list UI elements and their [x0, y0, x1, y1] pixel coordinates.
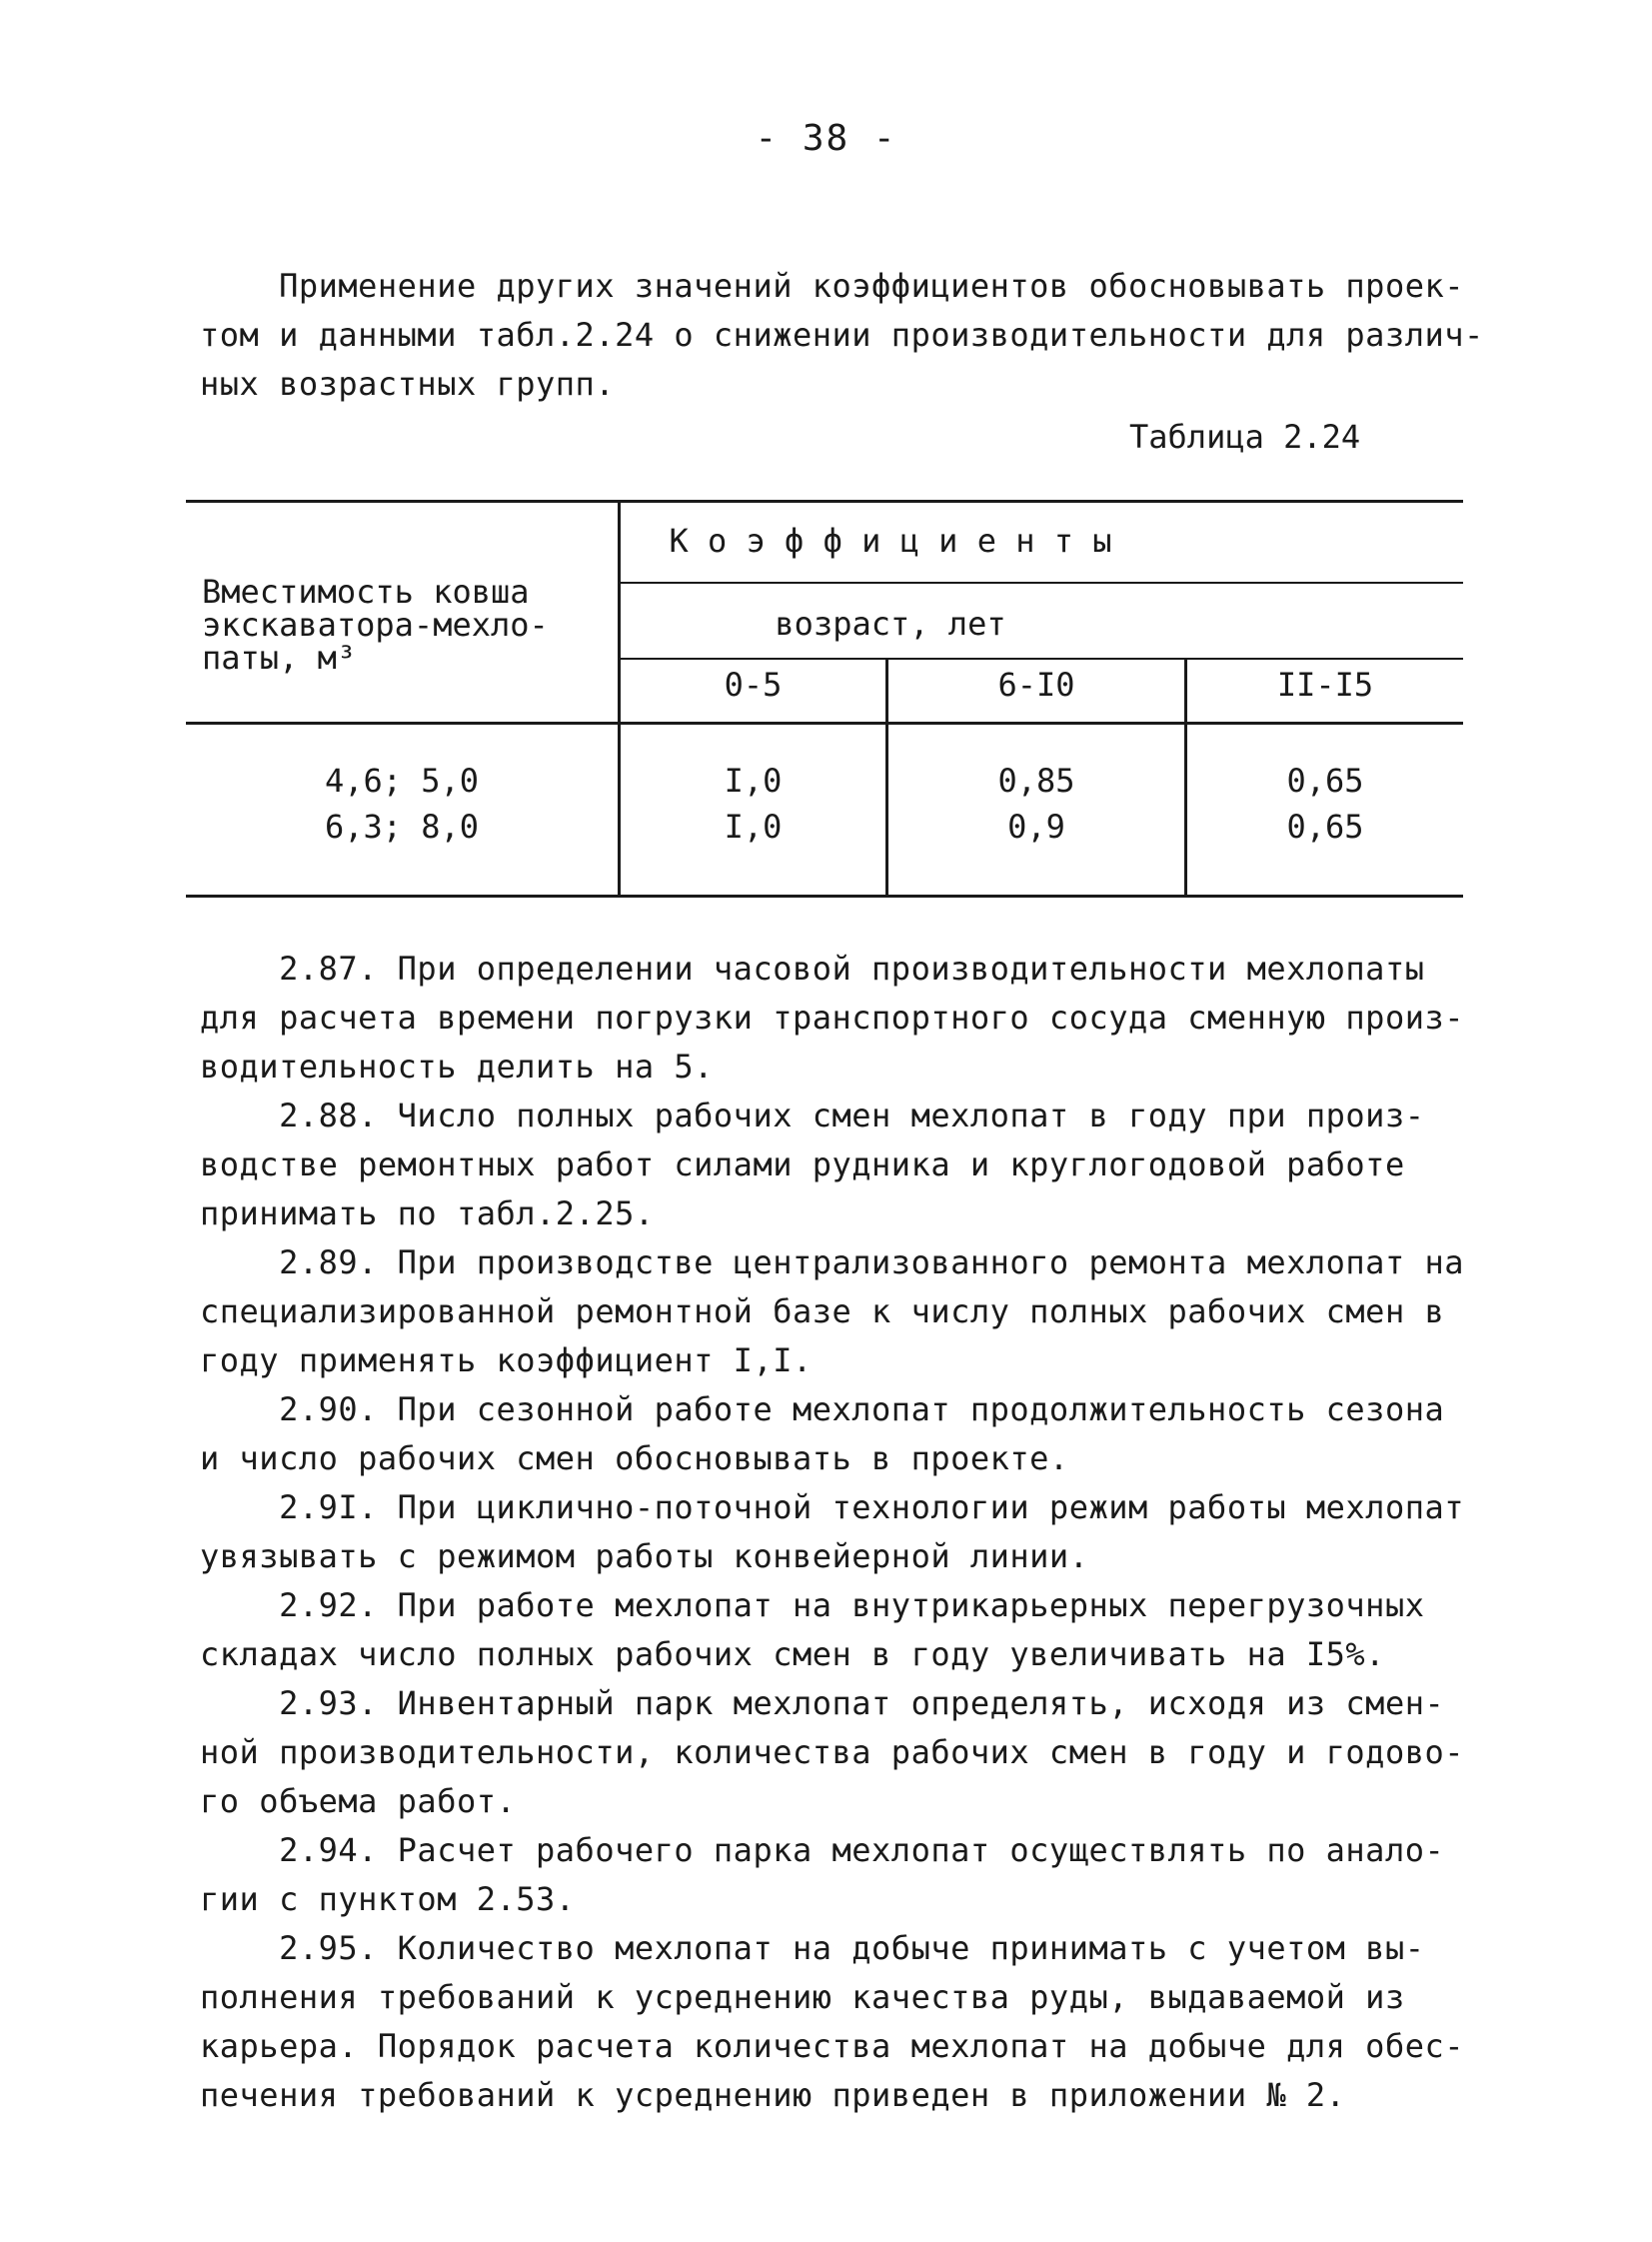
table-cell: I,0 [724, 808, 783, 846]
text-line: ных возрастных групп. [200, 365, 616, 403]
text-line: 2.9I. При циклично-поточной технологии режим работы мехлопат [200, 1488, 1464, 1526]
table-cell-capacity: 6,3; 8,0 [324, 808, 480, 846]
group-header-rule [621, 582, 1463, 584]
paragraph-2-89 [200, 1238, 1469, 1385]
coefficients-table [186, 500, 1463, 902]
paragraph-2-87 [200, 945, 1469, 1092]
text-line: увязывать с режимом работы конвейерной линии. [200, 1537, 1089, 1575]
column-header: 6-I0 [997, 666, 1075, 704]
text-line: го объема работ. [200, 1782, 517, 1820]
paragraph-2-94 [200, 1826, 1469, 1924]
text-line: Применение других значений коэффициентов обосновывать проек- [200, 267, 1464, 305]
paragraph-2-93 [200, 1679, 1469, 1826]
text-line: 2.93. Инвентарный парк мехлопат определять, исходя из смен- [200, 1684, 1445, 1722]
text-line: 2.87. При определении часовой производительности мехлопаты [200, 950, 1425, 988]
row-header-line: экскаватора-мехло- [202, 606, 549, 644]
text-line: и число рабочих смен обосновывать в проекте. [200, 1439, 1069, 1477]
paragraph-2-92 [200, 1581, 1469, 1679]
text-line: гии с пунктом 2.53. [200, 1880, 576, 1918]
table-caption: Таблица 2.24 [1129, 418, 1361, 456]
table-bottom-rule [186, 895, 1463, 898]
table-cell: 0,65 [1286, 808, 1364, 846]
paragraphs [200, 945, 1469, 2120]
paragraph-2-90 [200, 1385, 1469, 1483]
text-line: ной производительности, количества рабочих смен в году и годово- [200, 1733, 1464, 1771]
sub-header-rule [621, 658, 1463, 660]
row-header [202, 573, 549, 677]
row-header-line: паты, м³ [202, 639, 357, 677]
row-header-line: Вместимость ковша [202, 573, 530, 611]
sub-header: возраст, лет [775, 605, 1006, 643]
table-top-rule [186, 500, 1463, 503]
text-line: специализированной ремонтной базе к числу полных рабочих смен в [200, 1292, 1445, 1330]
paragraph-2-91 [200, 1483, 1469, 1581]
header-bottom-rule [186, 722, 1463, 725]
text-line: принимать по табл.2.25. [200, 1194, 655, 1232]
text-line: 2.95. Количество мехлопат на добыче принимать с учетом вы- [200, 1929, 1425, 1967]
column-header: 0-5 [724, 666, 783, 704]
group-header: К о э ф ф и ц и е н т ы [669, 522, 1112, 560]
text-line: 2.89. При производстве централизованного ремонта мехлопат на [200, 1243, 1464, 1281]
table-cell: I,0 [724, 762, 783, 800]
text-line: карьера. Порядок расчета количества мехлопат на добыче для обес- [200, 2027, 1464, 2065]
text-line: 2.94. Расчет рабочего парка мехлопат осуществлять по анало- [200, 1831, 1445, 1869]
text-line: том и данными табл.2.24 о снижении производительности для различ- [200, 316, 1484, 354]
table-cell-capacity: 4,6; 5,0 [324, 762, 480, 800]
text-line: водительность делить на 5. [200, 1048, 714, 1086]
paragraph-2-88 [200, 1092, 1469, 1238]
text-line: печения требований к усреднению приведен в приложении № 2. [200, 2076, 1346, 2114]
text-line: 2.90. При сезонной работе мехлопат продолжительность сезона [200, 1390, 1445, 1428]
table-cell: 0,9 [1007, 808, 1065, 846]
column-header: II-I5 [1276, 666, 1374, 704]
table-cell: 0,85 [997, 762, 1075, 800]
text-line: полнения требований к усреднению качества руды, выдаваемой из [200, 1978, 1405, 2016]
text-line: для расчета времени погрузки транспортного сосуда сменную произ- [200, 999, 1464, 1037]
page-number: - 38 - [755, 118, 897, 159]
paragraph-2-95 [200, 1924, 1469, 2120]
text-line: 2.88. Число полных рабочих смен мехлопат в году при произ- [200, 1097, 1425, 1134]
text-line: 2.92. При работе мехлопат на внутрикарьерных перегрузочных [200, 1586, 1425, 1624]
text-line: складах число полных рабочих смен в году увеличивать на I5%. [200, 1635, 1385, 1673]
text-line: году применять коэффициент I,I. [200, 1341, 813, 1379]
intro-paragraph [200, 262, 1484, 409]
text-line: водстве ремонтных работ силами рудника и круглогодовой работе [200, 1145, 1405, 1183]
table-cell: 0,65 [1286, 762, 1364, 800]
